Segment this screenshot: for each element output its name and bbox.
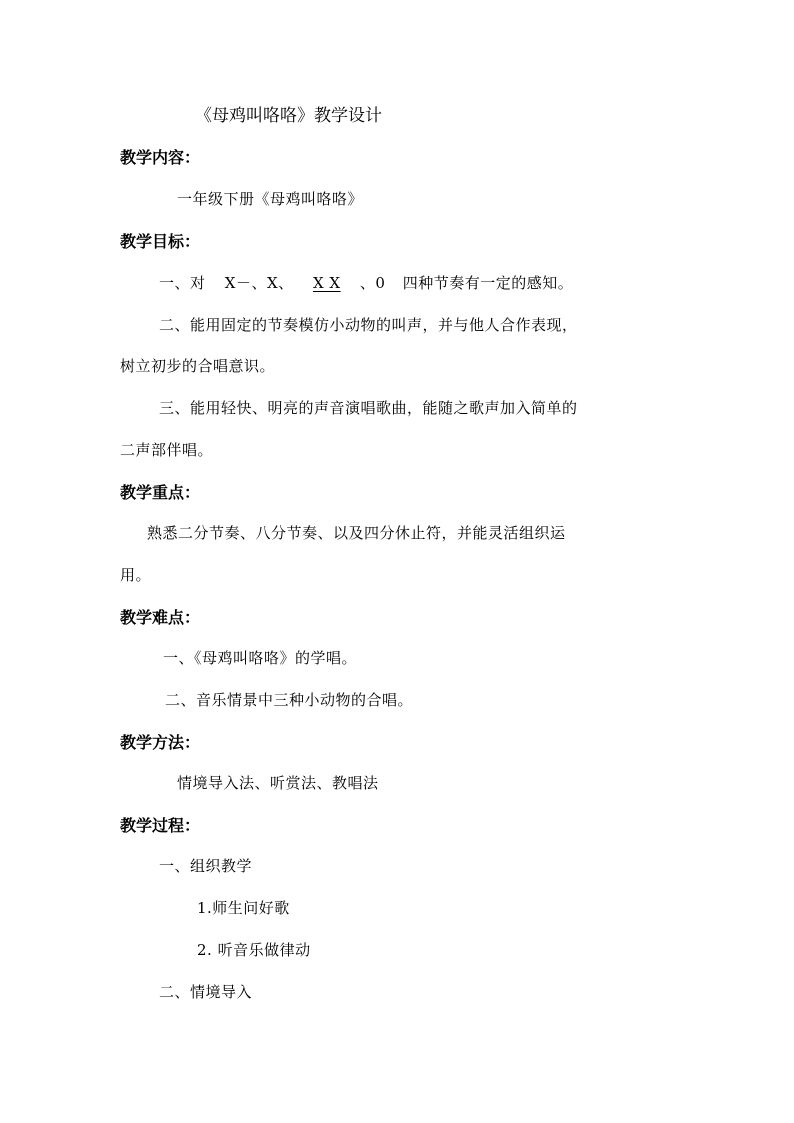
process-step-1-1: 1.师生问好歌 [197, 899, 290, 917]
methods-text: 情境导入法、听赏法、教唱法 [177, 774, 379, 792]
goal-item-1-suffix: 四种节奏有一定的感知。 [402, 274, 574, 292]
section-heading-goals: 教学目标： [120, 232, 201, 251]
section-heading-methods: 教学方法： [120, 733, 201, 752]
goal-item-3-line-1: 三、能用轻快、明亮的声音演唱歌曲，能随之歌声加入简单的 [159, 399, 578, 417]
goal-item-3-line-2: 二声部伴唱。 [120, 441, 214, 459]
process-step-1-2: 2. 听音乐做律动 [197, 941, 311, 959]
goal-item-1 [159, 276, 573, 291]
section-heading-content: 教学内容： [120, 148, 201, 167]
document-title: 《母鸡叫咯咯》教学设计 [195, 106, 382, 126]
difficulty-item-2: 二、音乐情景中三种小动物的合唱。 [165, 691, 414, 709]
rhythm-1: X－、X、 [224, 274, 294, 292]
key-points-line-2: 用。 [120, 566, 152, 584]
section-heading-key-points: 教学重点： [120, 483, 201, 502]
key-points-line-1: 熟悉二分节奏、八分节奏、以及四分休止符，并能灵活组织运 [147, 524, 566, 542]
section-heading-difficulties: 教学难点： [120, 608, 201, 627]
section-heading-process: 教学过程： [120, 816, 201, 835]
difficulty-item-1: 一、《母鸡叫咯咯》的学唱。 [163, 649, 358, 667]
goal-item-2-line-2: 树立初步的合唱意识。 [120, 357, 276, 375]
goal-item-2-line-1: 二、能用固定的节奏模仿小动物的叫声，并与他人合作表现， [159, 316, 578, 334]
rhythm-3: 、0 [359, 274, 386, 292]
process-step-2: 二、情境导入 [159, 983, 253, 1001]
rhythm-2: X X [312, 274, 341, 292]
content-text: 一年级下册《母鸡叫咯咯》 [177, 190, 364, 208]
goal-item-1-prefix: 一、对 [159, 274, 206, 292]
process-step-1: 一、组织教学 [159, 857, 253, 875]
